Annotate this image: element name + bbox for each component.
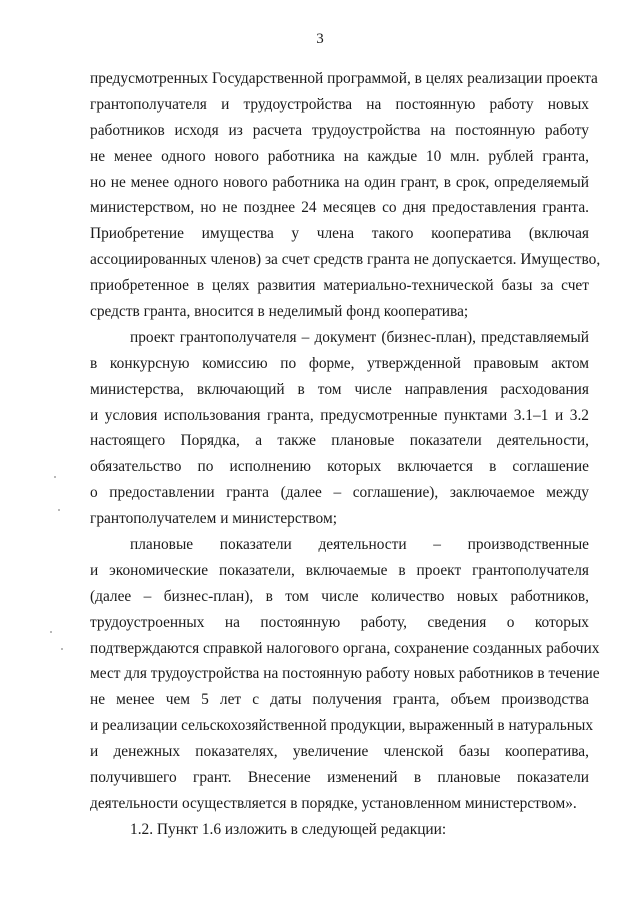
text-line: не менее чем 5 лет с даты получения гранта, объем производства: [90, 691, 589, 709]
text-line: грантополучателем и министерством;: [90, 510, 337, 528]
scan-speck: [58, 509, 60, 511]
text-line: работников исходя из расчета трудоустройства на постоянную работу: [90, 121, 589, 139]
text-line: в конкурсную комиссию по форме, утвержденной правовым актом: [90, 354, 589, 372]
text-line: и экономические показатели, включаемые в проект грантополучателя: [90, 561, 589, 579]
text-line: настоящего Порядка, а также плановые показатели деятельности,: [90, 432, 589, 450]
text-line: плановые показатели деятельности – производственные: [130, 536, 589, 554]
text-line: обязательство по исполнению которых включается в соглашение: [90, 458, 589, 476]
text-line: проект грантополучателя – документ (бизнес-план), представляемый: [130, 328, 589, 346]
text-line: и условия использования гранта, предусмотренные пунктами 3.1–1 и 3.2: [90, 406, 589, 424]
scan-speck: [54, 476, 56, 478]
text-line: ассоциированных членов) за счет средств гранта не допускается. Имущество,: [90, 251, 601, 269]
text-line: подтверждаются справкой налогового органа, сохранение созданных рабочих: [90, 639, 600, 657]
text-line: приобретенное в целях развития материально-технической базы за счет: [90, 277, 589, 295]
text-line: деятельности осуществляется в порядке, установленном министерством».: [90, 794, 577, 812]
text-line: средств гранта, вносится в неделимый фонд кооператива;: [90, 303, 469, 321]
text-line: (далее – бизнес-план), в том числе количество новых работников,: [90, 587, 589, 605]
paragraph-planned-indicators: [90, 532, 600, 817]
text-line: не менее одного нового работника на каждые 10 млн. рублей гранта,: [90, 147, 589, 165]
text-line: Приобретение имущества у члена такого кооператива (включая: [90, 225, 589, 243]
text-line: получившего грант. Внесение изменений в плановые показатели: [90, 769, 589, 787]
paragraph-project-definition: [90, 325, 589, 532]
text-line: 1.2. Пункт 1.6 изложить в следующей редакции:: [130, 820, 447, 838]
paragraph-grant-purposes: [90, 66, 601, 325]
text-line: трудоустроенных на постоянную работу, сведения о которых: [90, 613, 589, 631]
text-line: министерства, включающий в том числе направления расходования: [90, 380, 589, 398]
text-line: предусмотренных Государственной программой, в целях реализации проекта: [90, 70, 598, 87]
paragraph-amendment: [90, 817, 589, 843]
scan-speck: [50, 631, 52, 633]
text-line: и реализации сельскохозяйственной продукции, выраженный в натуральных: [90, 717, 594, 735]
text-line: о предоставлении гранта (далее – соглашение), заключаемое между: [90, 484, 589, 502]
document-body: [90, 66, 601, 843]
text-line: и денежных показателях, увеличение членской базы кооператива,: [90, 743, 589, 761]
page-number: 3: [316, 31, 324, 47]
text-line: грантополучателя и трудоустройства на постоянную работу новых: [90, 95, 589, 113]
scan-speck: [61, 648, 63, 650]
text-line: мест для трудоустройства на постоянную работу новых работников в течение: [90, 665, 600, 683]
text-line: но не менее одного нового работника на один грант, в срок, определяемый: [90, 173, 589, 191]
text-line: министерством, но не позднее 24 месяцев со дня предоставления гранта.: [90, 199, 589, 217]
